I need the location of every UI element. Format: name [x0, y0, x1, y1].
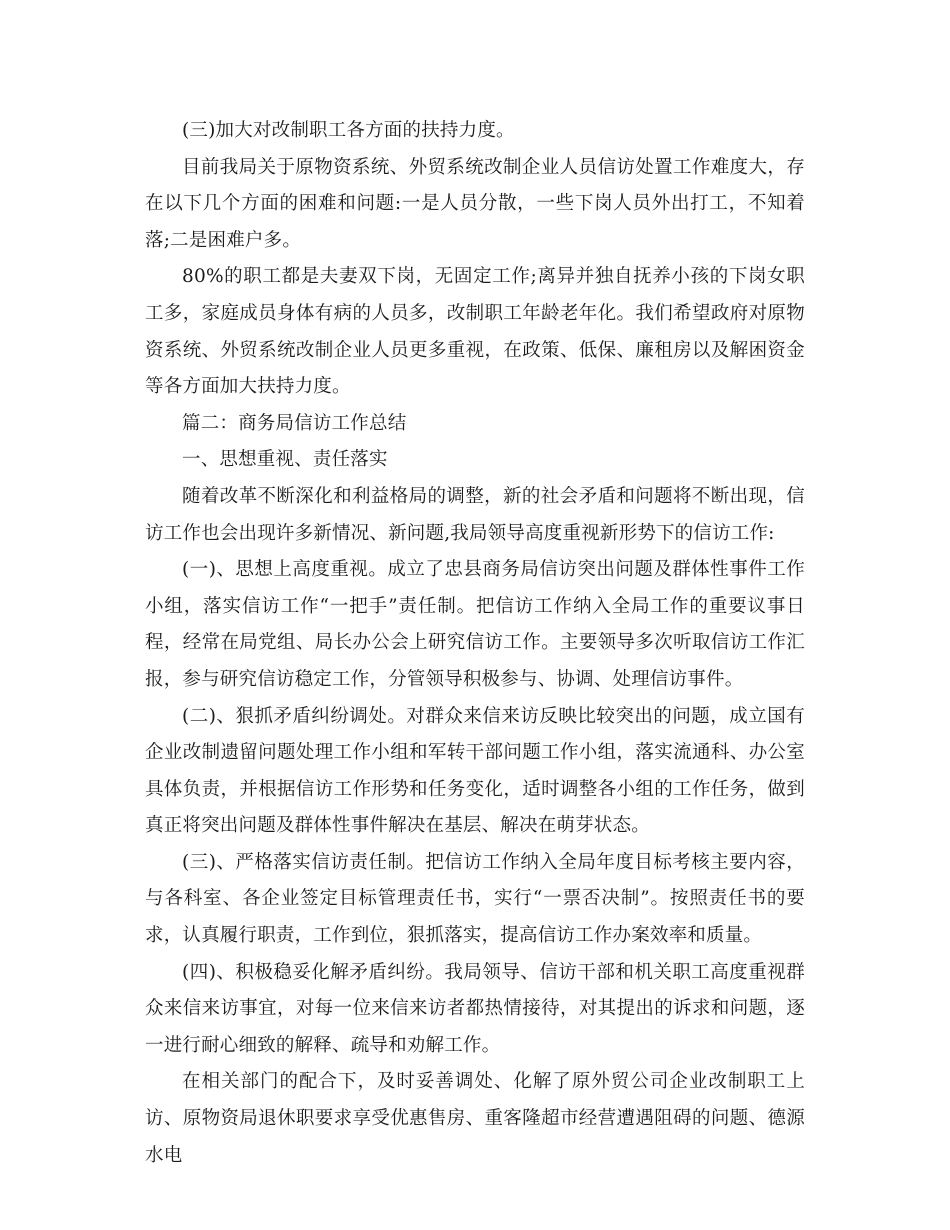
- paragraph-item-two: (二)、狠抓矛盾纠纷调处。对群众来信来访反映比较突出的问题，成立国有企业改制遗留问题处理工作小组和军转干部问题工作小组，落实流通科、办公室具体负责，并根据信访工作形势和任务变化，适时调整各小组的工作任务，做到真正将突出问题及群体性事件解决在基层、解决在萌芽状态。: [145, 705, 805, 837]
- paragraph-current-difficulties: 目前我局关于原物资系统、外贸系统改制企业人员信访处置工作难度大，存在以下几个方面的困难和问题:一是人员分散，一些下岗人员外出打工，不知着落;二是困难户多。: [145, 156, 805, 251]
- paragraph-item-four: (四)、积极稳妥化解矛盾纠纷。我局领导、信访干部和机关职工高度重视群众来信来访事宜，对每一位来信来访者都热情接待，对其提出的诉求和问题，逐一进行耐心细致的解释、疏导和劝解工作。: [145, 961, 805, 1056]
- paragraph-cooperation: 在相关部门的配合下，及时妥善调处、化解了原外贸公司企业改制职工上访、原物资局退休职要求享受优惠售房、重客隆超市经营遭遇阻碍的问题、德源水电: [145, 1071, 805, 1166]
- paragraph-item-one: (一)、思想上高度重视。成立了忠县商务局信访突出问题及群体性事件工作小组，落实信访工作“一把手”责任制。把信访工作纳入全局工作的重要议事日程，经常在局党组、局长办公会上研究信访工作。主要领导多次听取信访工作汇报，参与研究信访稳定工作，分管领导积极参与、协调、处理信访事件。: [145, 559, 805, 690]
- section-heading-responsibility: 一、思想重视、责任落实: [182, 449, 388, 471]
- paragraph-reform-context: 随着改革不断深化和利益格局的调整，新的社会矛盾和问题将不断出现，信访工作也会出现许多新情况、新问题,我局领导高度重视新形势下的信访工作:: [145, 485, 805, 544]
- paragraph-support-intensity: (三)加大对改制职工各方面的扶持力度。: [182, 120, 515, 141]
- paragraph-item-three: (三)、严格落实信访责任制。把信访工作纳入全局年度目标考核主要内容，与各科室、各企业签定目标管理责任书，实行“一票否决制”。按照责任书的要求，认真履行职责，工作到位，狠抓落实，提高信访工作办案效率和质量。: [145, 851, 805, 947]
- document-body: [145, 113, 805, 1174]
- section-title-part-two: 篇二：商务局信访工作总结: [182, 412, 407, 434]
- paragraph-laid-off-workers: 80%的职工都是夫妻双下岗，无固定工作;离异并独自抚养小孩的下岗女职工多，家庭成员身体有病的人员多，改制职工年龄老年化。我们希望政府对原物资系统、外贸系统改制企业人员更多重视，在政策、低保、廉租房以及解困资金等各方面加大扶持力度。: [145, 266, 805, 398]
